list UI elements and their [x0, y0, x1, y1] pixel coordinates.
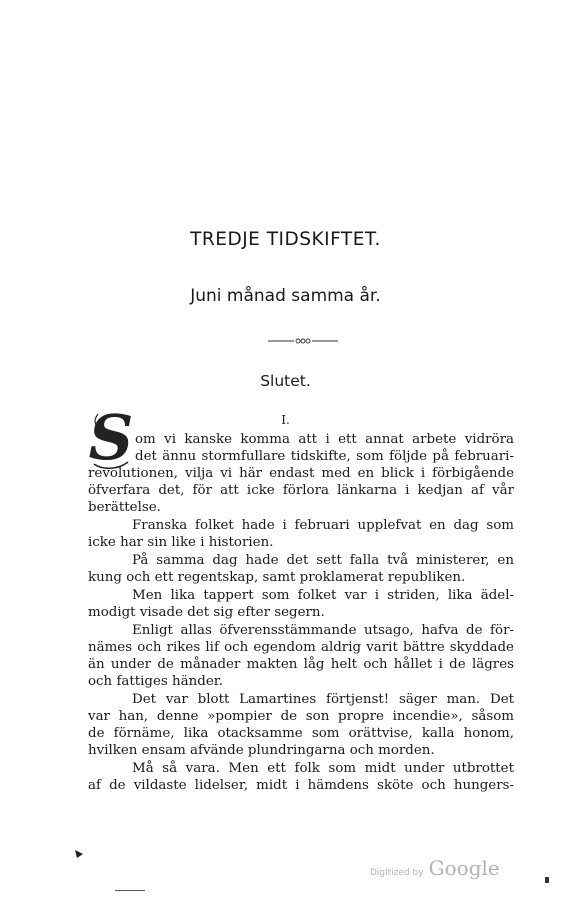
text-line-12: Enligt allas öfverensstämmande utsago, hafva de för- — [132, 623, 514, 638]
text-line-17: var han, denne »pompier de son propre incendie», såsom — [88, 709, 514, 724]
text-line-14: än under de månader makten låg helt och hållet i de lägres — [88, 657, 514, 672]
section-subtitle: Juni månad samma år. — [190, 286, 381, 306]
text-line-3: revolutionen, vilja vi här endast med en blick i förbigående — [88, 466, 514, 481]
text-line-5: berättelse. — [88, 500, 161, 515]
text-line-20: Må så vara. Men ett folk som midt under utbrottet — [132, 761, 514, 776]
text-line-2: det ännu stormfullare tidskifte, som följde på februari- — [135, 449, 514, 464]
text-line-16: Det var blott Lamartines förtjenst! säger man. Det — [132, 692, 514, 707]
drop-cap-letter: S — [88, 401, 134, 474]
text-line-15: och fattiges händer. — [88, 674, 223, 689]
watermark-digitized-text: Digitized by — [370, 868, 424, 878]
text-line-13: nämes och rikes lif och egendom aldrig varit bättre skyddade — [88, 640, 514, 655]
text-line-21: af de vildaste lidelser, midt i hämdens sköte och hungers- — [88, 778, 514, 793]
text-line-10: Men lika tappert som folket var i striden, lika ädel- — [132, 588, 514, 603]
chapter-heading: Slutet. — [260, 372, 311, 390]
text-line-11: modigt visade det sig efter segern. — [88, 605, 325, 620]
text-line-19: hvilken ensam afvände plundringarna och morden. — [88, 743, 435, 758]
text-line-18: de förnäme, lika otacksamme som orättvise, kalla honom, — [88, 726, 514, 741]
digitized-watermark — [370, 856, 500, 880]
watermark-brand: Google — [428, 856, 500, 880]
text-line-7: icke har sin like i historien. — [88, 535, 274, 550]
margin-mark — [75, 850, 83, 858]
bottom-rule — [115, 890, 145, 891]
text-line-1: om vi kanske komma att i ett annat arbete vidröra — [135, 432, 514, 447]
text-line-9: kung och ett regentskap, samt proklamerat republiken. — [88, 570, 466, 585]
text-line-6: Franska folket hade i februari upplefvat en dag som — [132, 518, 514, 533]
ornament-divider — [268, 336, 338, 346]
chapter-part-title: TREDJE TIDSKIFTET. — [190, 229, 381, 250]
text-line-4: öfverfara det, för att icke förlora länkarna i kedjan af vår — [88, 483, 514, 498]
section-number: I. — [281, 413, 290, 427]
text-line-8: På samma dag hade det sett falla två ministerer, en — [132, 553, 514, 568]
drop-cap-flourish — [88, 404, 134, 472]
drop-cap — [88, 401, 134, 474]
margin-tick — [545, 877, 549, 883]
